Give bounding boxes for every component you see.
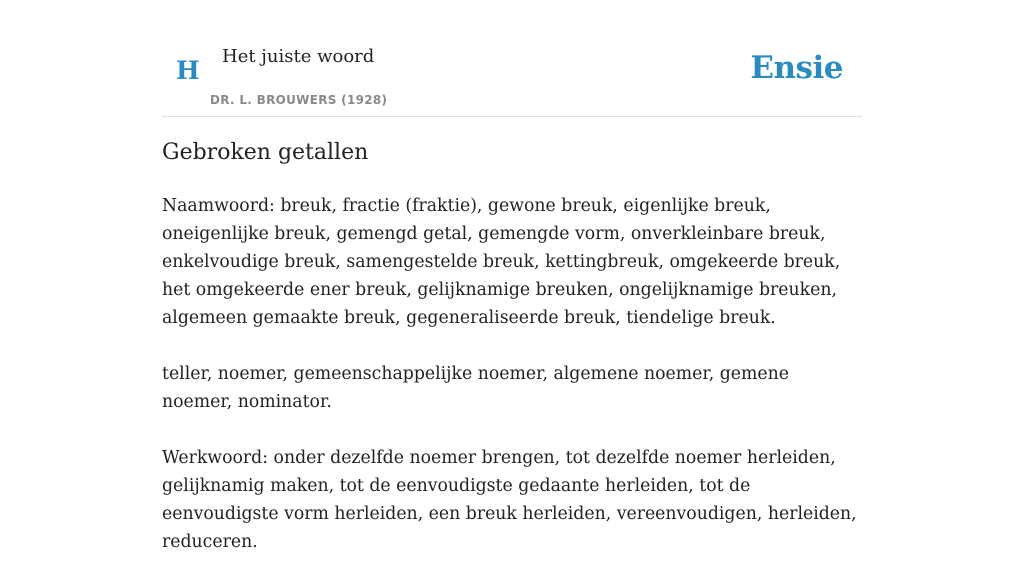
- entry-title: Gebroken getallen: [162, 140, 369, 165]
- book-author: DR. L. BROUWERS (1928): [210, 93, 388, 107]
- book-title-link[interactable]: Het juiste woord: [222, 46, 375, 67]
- entry-paragraph: Werkwoord: onder dezelfde noemer brengen, tot dezelfde noemer herleiden, gelijknamig maken, tot de eenvoudigste gedaante herleiden, tot de eenvoudigste vorm herleiden, een breuk herleiden, vereenvoudigen, herleiden, reduceren.: [162, 448, 857, 552]
- book-header: [162, 0, 862, 117]
- book-logo-letter[interactable]: H: [176, 56, 200, 85]
- ensie-logo-link[interactable]: Ensie: [750, 50, 843, 86]
- entry-body: [162, 192, 862, 584]
- entry-paragraph: Naamwoord: breuk, fractie (fraktie), gewone breuk, eigenlijke breuk, oneigenlijke breuk, gemengd getal, gemengde vorm, onverkleinbare breuk, enkelvoudige breuk, samengestelde breuk, kettingbreuk, omgekeerde breuk, het omgekeerde ener breuk, gelijknamige breuken, ongelijknamige breuken, algemeen gemaakte breuk, gegeneraliseerde breuk, tiendelige breuk.: [162, 196, 841, 328]
- entry-paragraph: teller, noemer, gemeenschappelijke noemer, algemene noemer, gemene noemer, nominator.: [162, 364, 790, 412]
